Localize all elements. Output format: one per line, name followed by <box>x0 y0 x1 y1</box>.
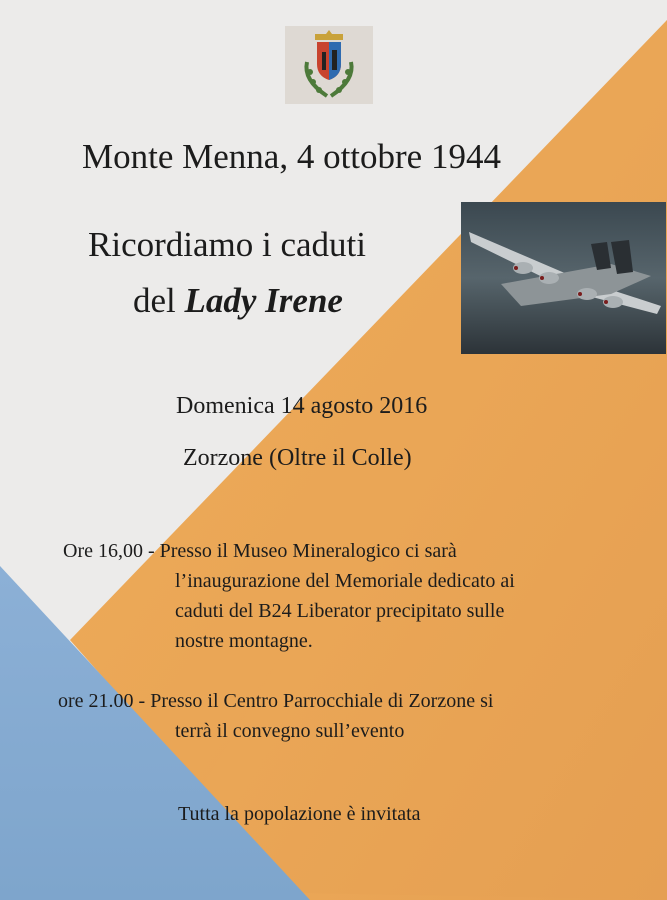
program-item-2-line-1: ore 21.00 - Presso il Centro Parrocchiale di Zorzone si <box>58 690 494 712</box>
subtitle-line-2 <box>133 281 343 321</box>
poster-title: Monte Menna, 4 ottobre 1944 <box>82 137 501 176</box>
subtitle-line-1: Ricordiamo i caduti <box>88 225 366 264</box>
b24-bomber-photo <box>461 202 666 354</box>
event-date: Domenica 14 agosto 2016 <box>176 393 428 419</box>
program-item-1-line-4: nostre montagne. <box>175 630 313 652</box>
program-item-1-line-2: l’inaugurazione del Memoriale dedicato ai <box>175 570 515 592</box>
subtitle-prefix: del <box>133 281 185 320</box>
municipal-coat-of-arms-icon <box>285 26 373 104</box>
program-item-2-line-2: terrà il convegno sull’evento <box>175 720 405 742</box>
program-item-1-line-3: caduti del B24 Liberator precipitato sulle <box>175 600 505 622</box>
event-location: Zorzone (Oltre il Colle) <box>183 445 412 471</box>
closing-invitation: Tutta la popolazione è invitata <box>178 803 421 825</box>
aircraft-name: Lady Irene <box>184 281 343 320</box>
program-item-1-line-1: Ore 16,00 - Presso il Museo Mineralogico ci sarà <box>63 540 457 562</box>
